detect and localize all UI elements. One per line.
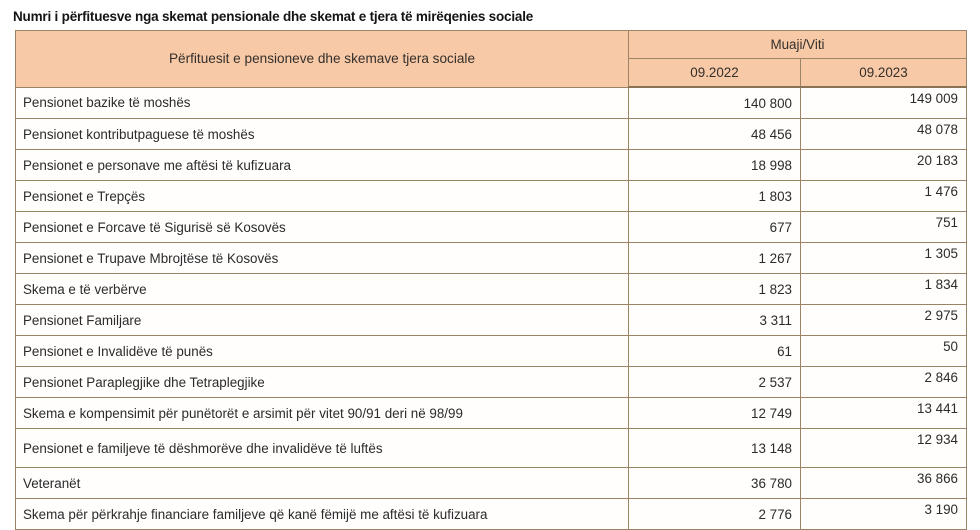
row-label: Skema për përkrahje financiare familjeve që kanë fëmijë me aftësi të kufizuara: [16, 499, 629, 530]
table-row: [16, 336, 967, 367]
row-label: Pensionet Familjare: [16, 305, 629, 336]
column-header-beneficiaries: Përfituesit e pensioneve dhe skemave tjera sociale: [16, 31, 629, 88]
row-label: Pensionet e personave me aftësi të kufizuara: [16, 150, 629, 181]
table-row: [16, 429, 967, 468]
value-09-2023: 50: [801, 336, 967, 367]
value-09-2023: 13 441: [801, 398, 967, 429]
row-label: Pensionet e Forcave të Sigurisë së Kosovës: [16, 212, 629, 243]
value-09-2023: 149 009: [801, 87, 967, 119]
value-09-2023: 48 078: [801, 119, 967, 150]
value-09-2022: 1 803: [629, 181, 801, 212]
value-09-2022: 1 823: [629, 274, 801, 305]
value-09-2022: 677: [629, 212, 801, 243]
table-row: [16, 468, 967, 499]
row-label: Pensionet e Invalidëve të punës: [16, 336, 629, 367]
value-09-2022: 3 311: [629, 305, 801, 336]
value-09-2022: 2 776: [629, 499, 801, 530]
row-label: Skema e kompensimit për punëtorët e arsimit për vitet 90/91 deri në 98/99: [16, 398, 629, 429]
page-title: Numri i përfituesve nga skemat pensionale dhe skemat e tjera të mirëqenies sociale: [13, 9, 534, 24]
value-09-2022: 12 749: [629, 398, 801, 429]
column-header-09-2023: 09.2023: [801, 59, 967, 88]
value-09-2022: 48 456: [629, 119, 801, 150]
value-09-2023: 1 476: [801, 181, 967, 212]
value-09-2022: 140 800: [629, 87, 801, 119]
value-09-2022: 36 780: [629, 468, 801, 499]
column-header-09-2022: 09.2022: [629, 59, 801, 88]
header-row-group: [16, 31, 967, 59]
beneficiaries-table: [15, 30, 967, 530]
value-09-2023: 20 183: [801, 150, 967, 181]
value-09-2023: 36 866: [801, 468, 967, 499]
value-09-2022: 2 537: [629, 367, 801, 398]
row-label: Veteranët: [16, 468, 629, 499]
value-09-2023: 12 934: [801, 429, 967, 468]
table-row: [16, 119, 967, 150]
value-09-2023: 2 846: [801, 367, 967, 398]
column-group-muaji-viti: Muaji/Viti: [629, 31, 967, 59]
table-row: [16, 274, 967, 305]
row-label: Pensionet bazike të moshës: [16, 87, 629, 119]
table-row: [16, 181, 967, 212]
value-09-2022: 1 267: [629, 243, 801, 274]
value-09-2023: 1 305: [801, 243, 967, 274]
row-label: Pensionet e Trupave Mbrojtëse të Kosovës: [16, 243, 629, 274]
value-09-2023: 2 975: [801, 305, 967, 336]
table-row: [16, 150, 967, 181]
value-09-2022: 61: [629, 336, 801, 367]
table-row: [16, 499, 967, 530]
value-09-2023: 3 190: [801, 499, 967, 530]
table-row: [16, 305, 967, 336]
value-09-2022: 18 998: [629, 150, 801, 181]
value-09-2023: 1 834: [801, 274, 967, 305]
row-label: Pensionet Paraplegjike dhe Tetraplegjike: [16, 367, 629, 398]
table-row: [16, 367, 967, 398]
row-label: Pensionet e Trepçës: [16, 181, 629, 212]
value-09-2023: 751: [801, 212, 967, 243]
table-row: [16, 243, 967, 274]
table-row: [16, 87, 967, 119]
table-row: [16, 398, 967, 429]
row-label: Pensionet e familjeve të dëshmorëve dhe invalidëve të luftës: [16, 429, 629, 468]
row-label: Skema e të verbërve: [16, 274, 629, 305]
table-row: [16, 212, 967, 243]
row-label: Pensionet kontributpaguese të moshës: [16, 119, 629, 150]
value-09-2022: 13 148: [629, 429, 801, 468]
